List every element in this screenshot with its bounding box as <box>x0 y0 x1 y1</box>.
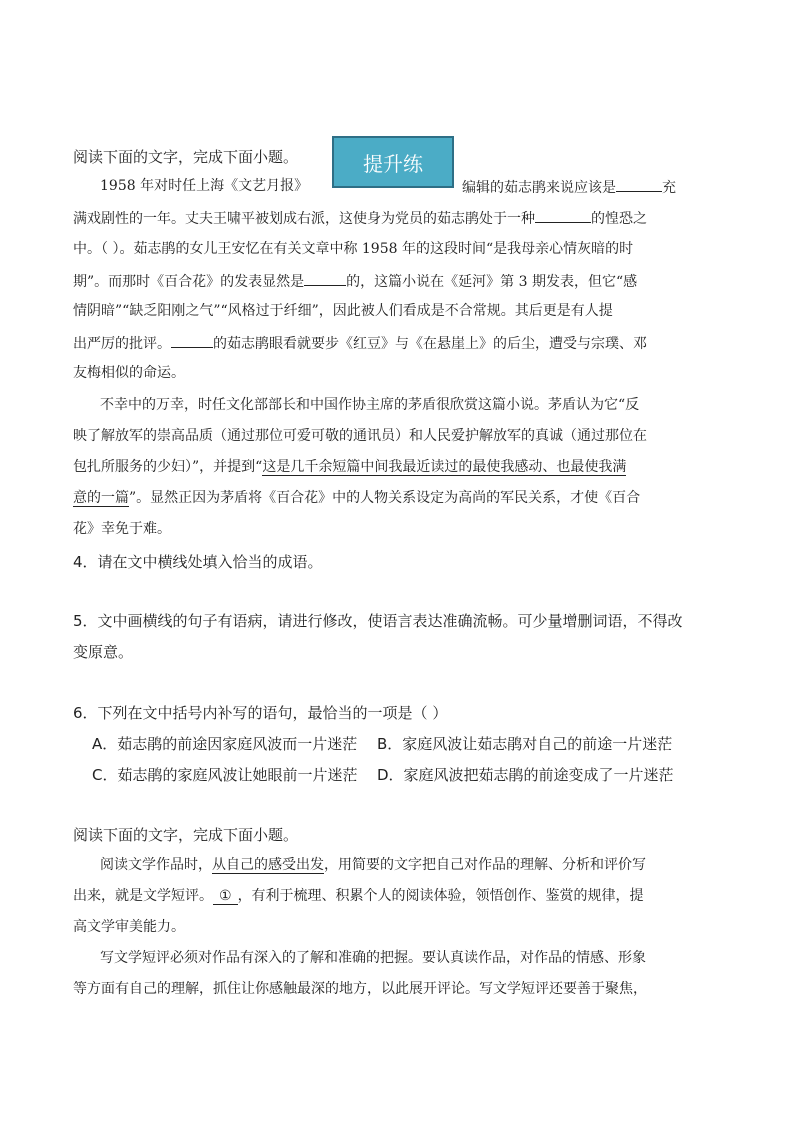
section2-line2: 出来，就是文学短评。 ① ，有利于梳理、积累个人的阅读体验，领悟创作、鉴赏的规律，提 <box>73 888 644 904</box>
section1-instruction: 阅读下面的文字，完成下面小题。 <box>73 148 299 166</box>
para1-line1: 1958 年对时任上海《文艺月报》 <box>100 178 309 194</box>
level-badge: 提升练 <box>332 136 454 188</box>
blank-4 <box>171 333 213 348</box>
blank-2 <box>535 208 591 223</box>
para1-line6: 出严厉的批评。 的茹志鹃眼看就要步《红豆》与《在悬崖上》的后尘，遭受与宗璞、邓 <box>73 333 647 353</box>
section2-instruction: 阅读下面的文字，完成下面小题。 <box>73 826 299 844</box>
section2-line5: 等方面有自己的理解，抓住让你感触最深的地方，以此展开评论。写文学短评还要善于聚焦， <box>73 981 647 997</box>
blank-3 <box>304 271 346 286</box>
option-c[interactable]: C．茹志鹃的家庭风波让她眼前一片迷茫 <box>92 766 358 784</box>
section2-line4: 写文学短评必须对作品有深入的了解和准确的把握。要认真读作品，对作品的情感、形象 <box>100 950 646 966</box>
question-5-line2: 变原意。 <box>73 643 134 661</box>
question-4: 4．请在文中横线处填入恰当的成语。 <box>73 553 323 571</box>
para1-line5: 情阴暗”“缺乏阳刚之气”“风格过于纤细”，因此被人们看成是不合常规。其后更是有人提 <box>73 303 613 319</box>
question-5-line1: 5．文中画横线的句子有语病，请进行修改，使语言表达准确流畅。可少量增删词语，不得改 <box>73 612 683 630</box>
para1-line1b: 编辑的茹志鹃来说应该是 充 <box>462 177 676 197</box>
question-6: 6．下列在文中括号内补写的语句，最恰当的一项是（ ） <box>73 704 448 722</box>
para1-line4: 期”。而那时《百合花》的发表显然是 的，这篇小说在《延河》第 3 期发表，但它“感 <box>73 271 637 291</box>
underlined-sentence: 这是几千余短篇中间我最近读过的最使我感动、也最使我满 <box>262 459 627 475</box>
para1-line7: 友梅相似的命运。 <box>73 365 185 381</box>
para2-line3: 包扎所服务的少妇）”，并提到“这是几千余短篇中间我最近读过的最使我感动、也最使我满 <box>73 459 627 475</box>
option-a[interactable]: A．茹志鹃的前途因家庭风波而一片迷茫 <box>92 735 358 753</box>
blank-circle-1: ① <box>213 888 238 905</box>
section2-line1: 阅读文学作品时，从自己的感受出发，用简要的文字把自己对作品的理解、分析和评价写 <box>100 857 646 873</box>
para1-line2: 满戏剧性的一年。丈夫王啸平被划成右派，这使身为党员的茹志鹃处于一种 的惶恐之 <box>73 208 647 228</box>
blank-1 <box>616 177 662 192</box>
underlined-phrase: 从自己的感受出发 <box>212 857 324 873</box>
option-d[interactable]: D．家庭风波把茹志鹃的前途变成了一片迷茫 <box>377 766 674 784</box>
underlined-sentence-end: 意的一篇 <box>73 490 129 506</box>
para2-line1: 不幸中的万幸，时任文化部部长和中国作协主席的茅盾很欣赏这篇小说。茅盾认为它“反 <box>100 397 640 413</box>
option-b[interactable]: B．家庭风波让茹志鹃对自己的前途一片迷茫 <box>377 735 673 753</box>
para2-line5: 花》幸免于难。 <box>73 521 171 537</box>
para2-line2: 映了解放军的崇高品质（通过那位可爱可敬的通讯员）和人民爱护解放军的真诚（通过那位在 <box>73 428 647 444</box>
para2-line4: 意的一篇”。显然正因为茅盾将《百合花》中的人物关系设定为高尚的军民关系，才使《百合 <box>73 490 641 506</box>
para1-line3: 中。（ ）。茹志鹃的女儿王安忆在有关文章中称 1958 年的这段时间“是我母亲心情灰暗的时 <box>73 241 634 257</box>
section2-line3: 高文学审美能力。 <box>73 919 185 935</box>
